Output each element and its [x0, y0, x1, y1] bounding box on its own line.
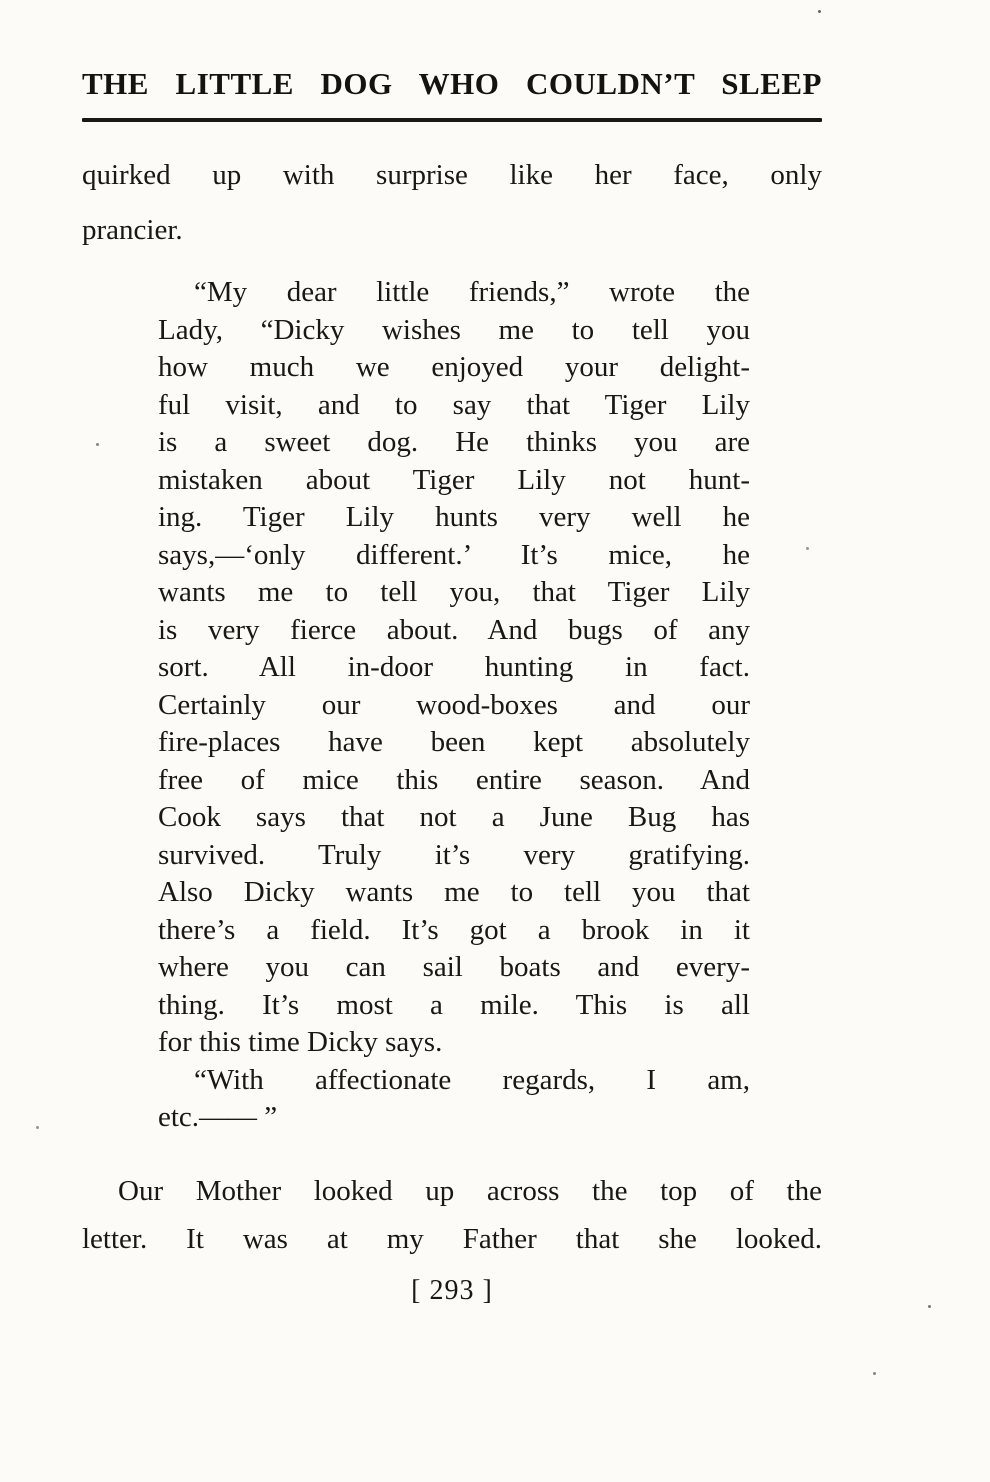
text-line: prancier. [82, 214, 183, 246]
letter-line: wants me to tell you, that Tiger Lily [158, 576, 750, 608]
letter-line: how much we enjoyed your delight- [158, 351, 750, 383]
paragraph-continuation [82, 148, 822, 258]
letter-line: for this time Dicky says. [158, 1026, 443, 1058]
letter-line: ful visit, and to say that Tiger Lily [158, 388, 750, 421]
letter-line: free of mice this entire season. And [158, 763, 750, 796]
letter-line: sort. All in-door hunting in fact. [158, 651, 750, 683]
letter-blockquote [158, 274, 750, 1137]
text-line: Our Mother looked up across the top of the [118, 1174, 822, 1207]
text-line: quirked up with surprise like her face, only [82, 159, 822, 191]
letter-line: Lady, “Dicky wishes me to tell you [158, 313, 750, 346]
scan-speck-dots [0, 0, 3, 3]
letter-line: Cook says that not a June Bug has [158, 801, 750, 833]
running-head-title: THE LITTLE DOG WHO COULDN’T SLEEP [82, 66, 822, 101]
page-number: [ 293 ] [411, 1274, 493, 1306]
letter-line: says,—‘only different.’ It’s mice, he [158, 538, 750, 571]
letter-line: thing. It’s most a mile. This is all [158, 988, 750, 1021]
letter-line: survived. Truly it’s very gratifying. [158, 838, 750, 871]
letter-line: ing. Tiger Lily hunts very well he [158, 501, 750, 533]
letter-line: is very fierce about. And bugs of any [158, 613, 750, 646]
letter-line: Certainly our wood-boxes and our [158, 688, 750, 721]
letter-line: is a sweet dog. He thinks you are [158, 426, 750, 458]
text-line: letter. It was at my Father that she looked. [82, 1222, 822, 1255]
letter-line: “With affectionate regards, I am, [194, 1063, 750, 1096]
letter-line: where you can sail boats and every- [158, 951, 750, 983]
closing-paragraph [82, 1167, 822, 1263]
letter-line: there’s a field. It’s got a brook in it [158, 913, 750, 946]
letter-line: fire-places have been kept absolutely [158, 726, 750, 758]
letter-line: Also Dicky wants me to tell you that [158, 876, 750, 908]
letter-line: etc.—— ” [158, 1101, 278, 1133]
letter-line: mistaken about Tiger Lily not hunt- [158, 463, 750, 496]
header-rule [82, 118, 822, 122]
letter-line: “My dear little friends,” wrote the [194, 276, 750, 308]
